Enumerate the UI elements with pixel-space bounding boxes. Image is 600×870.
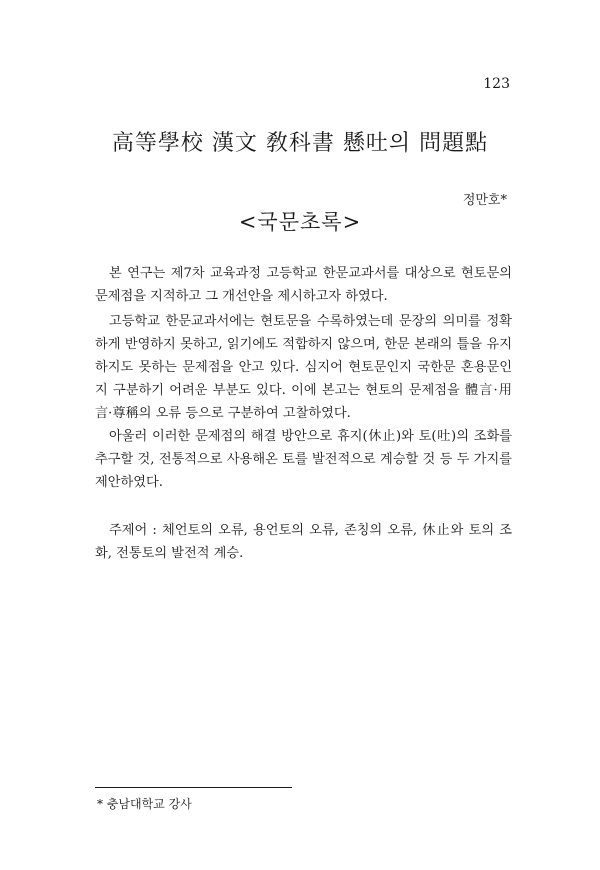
abstract-paragraph-1: 본 연구는 제7차 교육과정 고등학교 한문교과서를 대상으로 현토문의 문제점을 지적하고 그 개선안을 제시하고자 하였다. — [95, 266, 512, 304]
footnote: * 충남대학교 강사 — [97, 797, 192, 811]
abstract-paragraph-3: 아울러 이러한 문제점의 해결 방안으로 휴지(休止)와 토(吐)의 조화를 추구할 것, 전통적으로 사용해온 토를 발전적으로 계승할 것 등 두 가지를 제안하였다. — [95, 429, 512, 490]
abstract-paragraph-2: 고등학교 한문교과서에는 현토문을 수록하였는데 문장의 의미를 정확하게 반영하지 못하고, 읽기에도 적합하지 않으며, 한문 본래의 틀을 유지하지도 못하는 문제점을 안고 있다. 심지어 현토문인지 국한문 혼용문인지 구분하기 어려운 부분도 있다. 이에 본고는 현토의 문제점을 體言·用言·尊稱의 오류 등으로 구분하여 고찰하였다. — [95, 314, 512, 421]
footnote-divider — [95, 787, 292, 788]
author-name: 정만호* — [462, 193, 507, 208]
abstract-heading: <국문초록> — [238, 210, 362, 234]
abstract-body — [95, 262, 512, 565]
page-number: 123 — [483, 76, 510, 92]
paper-title: 高等學校 漢文 敎科書 懸吐의 問題點 — [111, 131, 489, 156]
keywords: 주제어 : 체언토의 오류, 용언토의 오류, 존칭의 오류, 休止와 토의 조화, 전통토의 발전적 계승. — [95, 523, 512, 561]
